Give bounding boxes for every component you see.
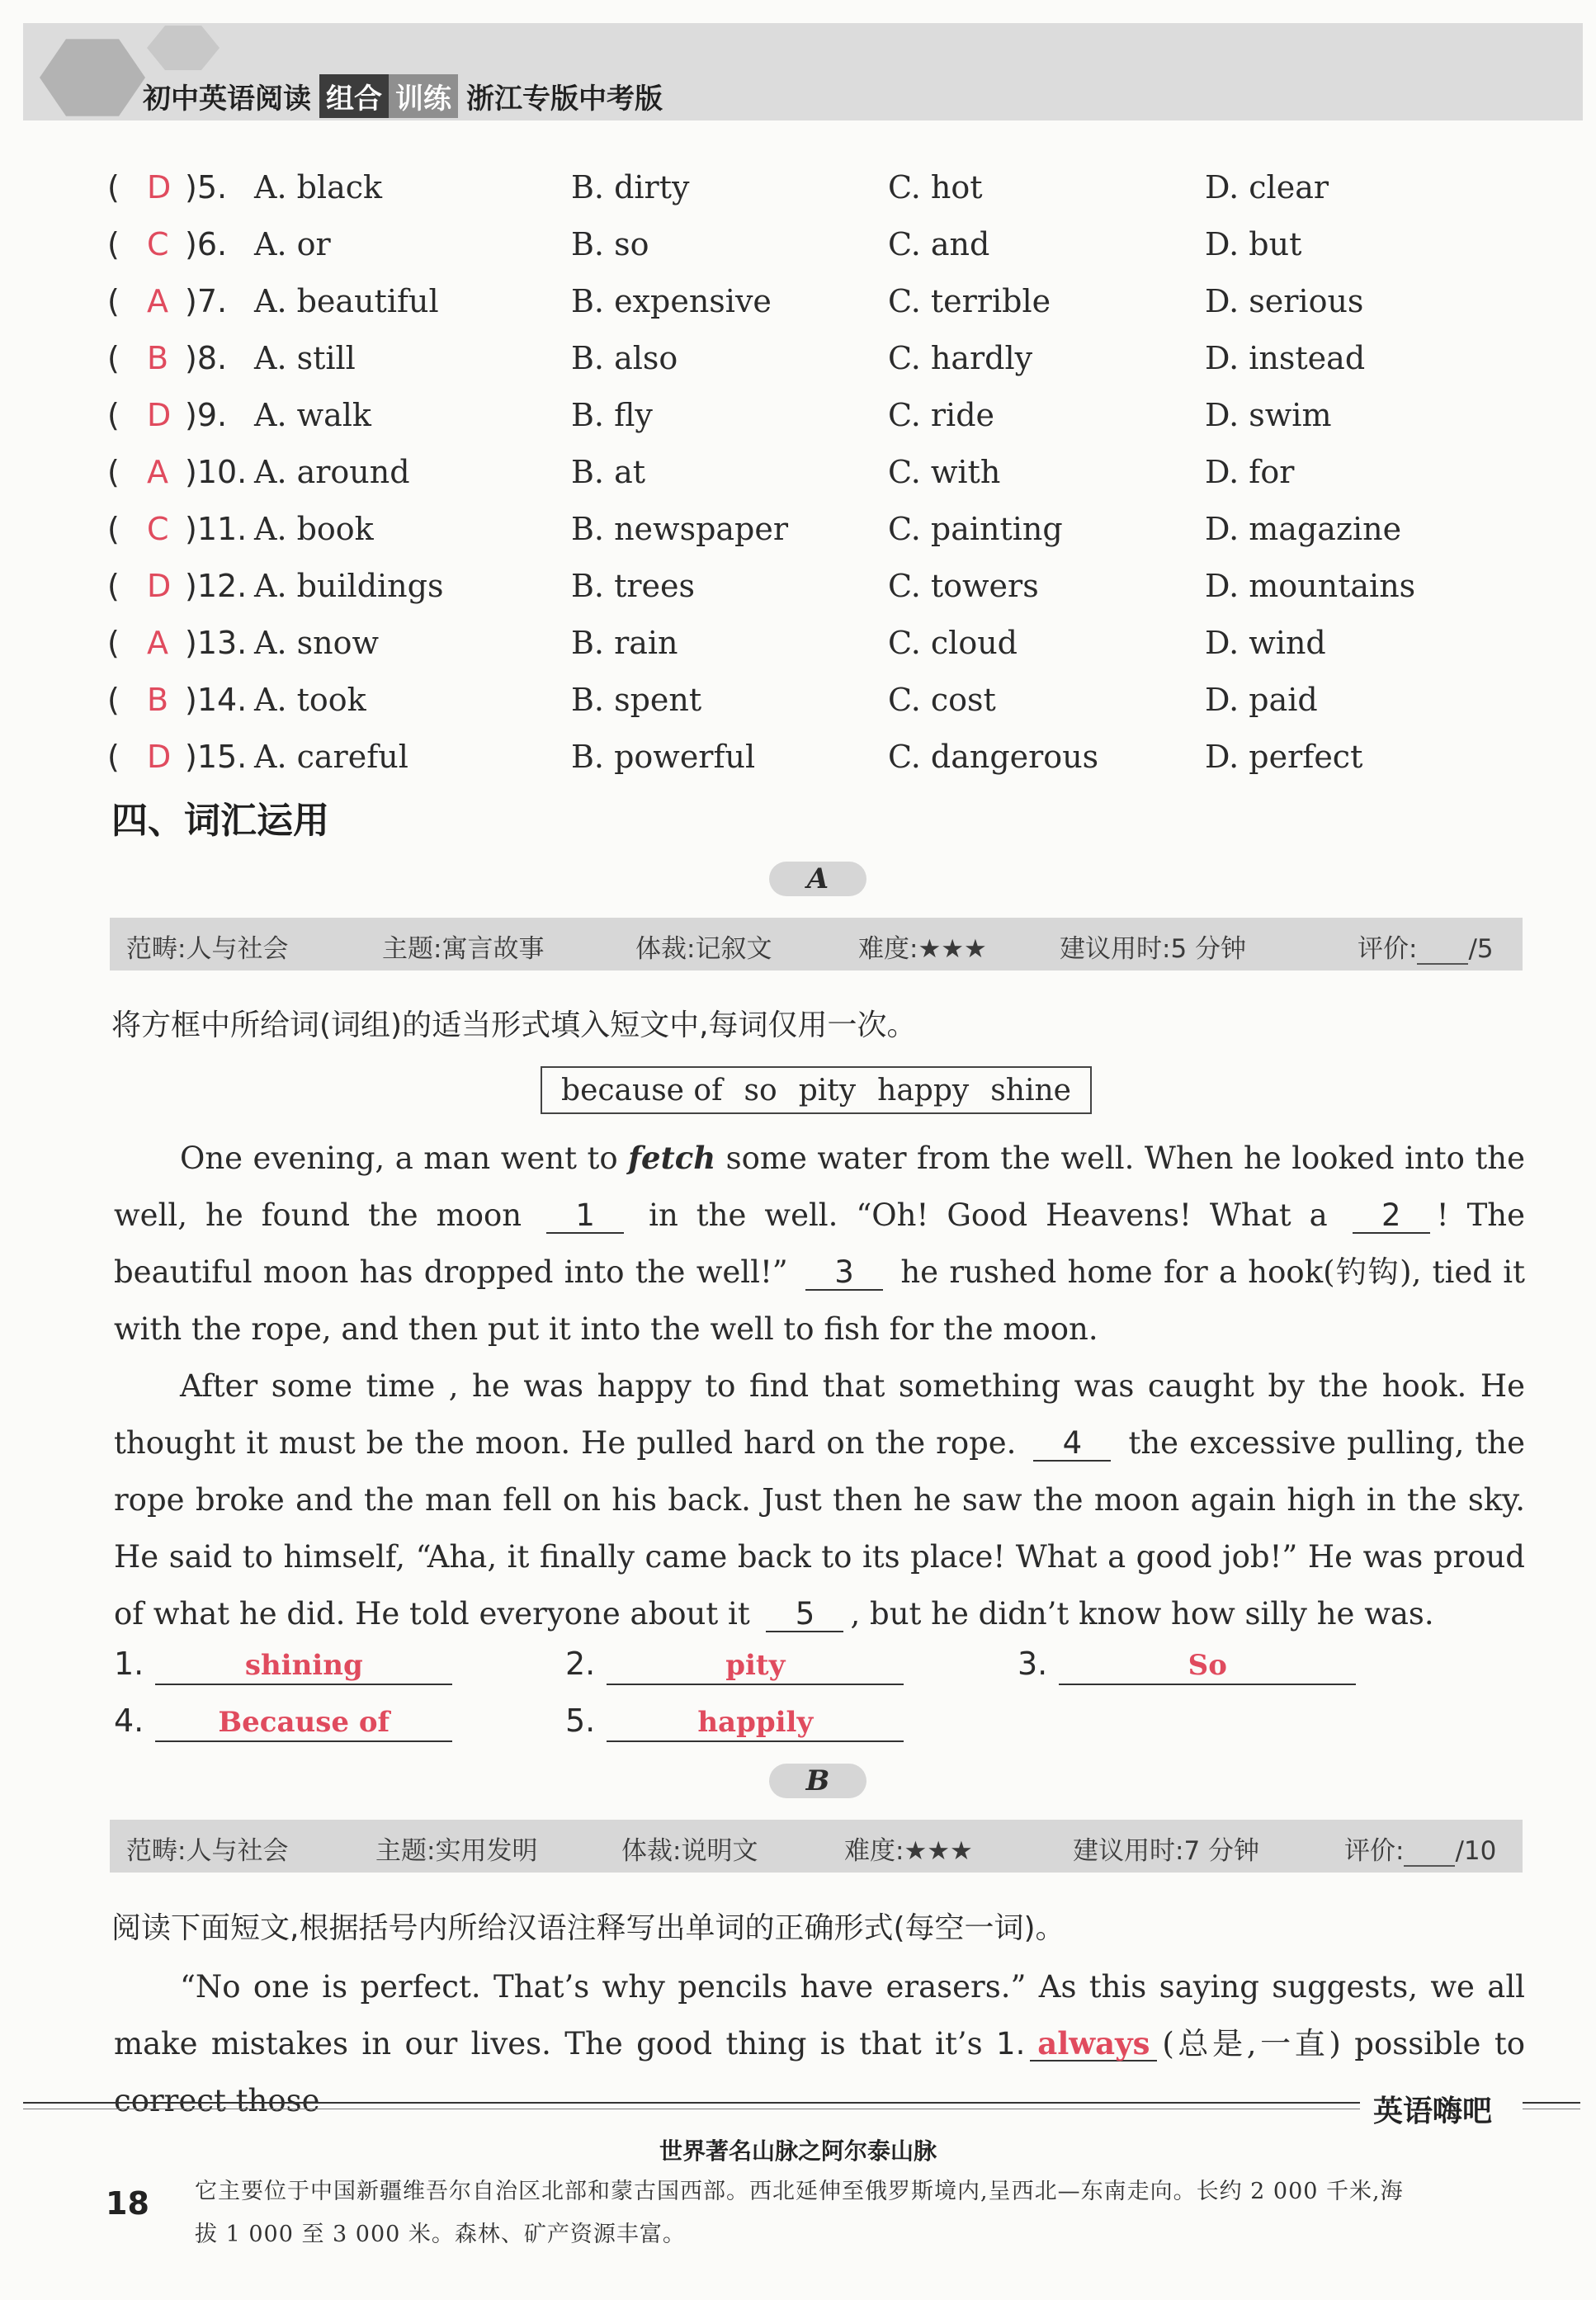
answer-line-4 — [114, 1703, 452, 1742]
score-label: 评价: — [1358, 934, 1418, 964]
question-number: )9. — [185, 397, 228, 433]
footer-divider — [23, 2102, 1360, 2104]
answer-number: 3. — [1018, 1646, 1048, 1682]
info-theme: 主题:实用发明 — [375, 1836, 538, 1866]
open-paren: ( — [107, 340, 120, 376]
footer-brand: 英语嗨吧 — [1373, 2095, 1493, 2128]
part-b-info-bar — [110, 1820, 1523, 1873]
option-d: D. clear — [1205, 169, 1329, 205]
info-difficulty: 难度:★★★ — [858, 934, 987, 964]
text-run: (总是,一直) possible to correct those — [114, 2026, 1525, 2118]
choice-row — [107, 283, 1510, 340]
option-b: B. also — [571, 340, 678, 376]
question-number: )15. — [185, 739, 248, 775]
answer-number: 1. — [114, 1646, 144, 1682]
open-paren: ( — [107, 568, 120, 604]
answer-number: 5. — [565, 1703, 596, 1739]
option-c: C. terrible — [888, 283, 1051, 319]
open-paren: ( — [107, 625, 120, 661]
choice-row — [107, 739, 1510, 796]
choice-row — [107, 511, 1510, 568]
option-a: A. or — [254, 226, 331, 262]
answer-number: 4. — [114, 1703, 144, 1739]
hexagon-decoration — [40, 35, 145, 120]
part-a-instruction: 将方框中所给词(词组)的适当形式填入短文中,每词仅用一次。 — [111, 1008, 917, 1042]
option-d: D. wind — [1205, 625, 1326, 661]
text-run: One evening, a man went to — [180, 1141, 629, 1176]
option-d: D. instead — [1205, 340, 1366, 376]
option-c: C. towers — [888, 568, 1039, 604]
answer-letter[interactable]: B — [147, 340, 169, 376]
blank-1-answer[interactable]: always — [1030, 2027, 1157, 2061]
word-option: so — [744, 1073, 777, 1107]
part-a-label: A — [769, 862, 866, 896]
option-d: D. swim — [1205, 397, 1332, 433]
word-option: pity — [798, 1073, 857, 1107]
option-c: C. ride — [888, 397, 995, 433]
option-a: A. around — [254, 454, 410, 490]
info-genre: 体裁:说明文 — [621, 1836, 758, 1866]
tag-combo: 组合 — [319, 74, 389, 118]
option-b: B. fly — [571, 397, 653, 433]
question-number: )12. — [185, 568, 248, 604]
option-a: A. book — [254, 511, 374, 547]
tag-training: 训练 — [389, 74, 458, 118]
option-d: D. but — [1205, 226, 1302, 262]
answer-number: 2. — [565, 1646, 596, 1682]
question-number: )8. — [185, 340, 228, 376]
answer-line-1 — [114, 1646, 452, 1685]
answer-letter[interactable]: A — [147, 454, 168, 490]
answer-letter[interactable]: D — [147, 568, 172, 604]
blank-number: 1. — [996, 2026, 1026, 2061]
page-number: 18 — [106, 2185, 149, 2222]
section-title: 四、词汇运用 — [111, 800, 329, 842]
option-a: A. beautiful — [254, 283, 439, 319]
option-b: B. dirty — [571, 169, 690, 205]
blank-3[interactable]: 3 — [805, 1256, 883, 1291]
answer-field[interactable]: shining — [155, 1647, 452, 1685]
part-b-instruction: 阅读下面短文,根据括号内所给汉语注释写出单词的正确形式(每空一词)。 — [111, 1911, 1065, 1945]
blank-4[interactable]: 4 — [1033, 1427, 1111, 1462]
footer-divider — [1523, 2102, 1580, 2104]
question-number: )14. — [185, 682, 248, 718]
answer-letter[interactable]: A — [147, 283, 168, 319]
open-paren: ( — [107, 682, 120, 718]
word-option: because of — [561, 1073, 723, 1107]
option-b: B. newspaper — [571, 511, 789, 547]
text-run: “No one is perfect. That’s why pencils have erasers.” As this saying suggests, we all make mistakes in our lives. The good thing is that it’s — [114, 1969, 1525, 2061]
text-run: some water from the well. When he looked into the well, he found the moon — [114, 1141, 1525, 1233]
option-c: C. hardly — [888, 340, 1033, 376]
answer-letter[interactable]: B — [147, 682, 169, 718]
text-run: the excessive pulling, the rope broke and the man fell on his back. Just then he saw the moon again high in the sky. He said to himself, “Aha, it finally came back to its place! What a good job!” He was proud of what he did. He told everyone about it — [114, 1425, 1525, 1632]
word-option: happy — [877, 1073, 970, 1107]
part-a-paragraph-1 — [114, 1130, 1525, 1358]
word-box — [541, 1066, 1092, 1114]
answer-field[interactable]: Because of — [155, 1704, 452, 1742]
info-theme: 主题:寓言故事 — [382, 934, 545, 964]
option-d: D. serious — [1205, 283, 1364, 319]
blank-1[interactable]: 1 — [546, 1199, 624, 1234]
footer-text: 它主要位于中国新疆维吾尔自治区北部和蒙古国西部。西北延伸至俄罗斯境内,呈西北—东南走向。长约 2 000 千米,海拔 1 000 至 3 000 米。森林、矿产资源丰富。 — [195, 2179, 1404, 2247]
footer-heading: 世界著名山脉之阿尔泰山脉 — [659, 2137, 937, 2165]
text-run: , but he didn’t know how silly he was. — [850, 1596, 1434, 1632]
option-c: C. dangerous — [888, 739, 1099, 775]
score-blank[interactable] — [1417, 938, 1468, 965]
answer-letter[interactable]: D — [147, 397, 172, 433]
part-a-info-bar — [110, 918, 1523, 971]
part-a-paragraph-2 — [114, 1358, 1525, 1642]
option-a: A. black — [254, 169, 383, 205]
option-c: C. painting — [888, 511, 1063, 547]
choice-row — [107, 340, 1510, 397]
info-time: 建议用时:5 分钟 — [1060, 934, 1247, 964]
option-a: A. buildings — [254, 568, 444, 604]
answer-letter[interactable]: A — [147, 625, 168, 661]
option-a: A. still — [254, 340, 356, 376]
choice-row — [107, 226, 1510, 283]
option-b: B. powerful — [571, 739, 756, 775]
open-paren: ( — [107, 283, 120, 319]
question-number: )11. — [185, 511, 248, 547]
emphasis-fetch: fetch — [628, 1140, 716, 1176]
text-run: he rushed home for a hook(钓钩), tied it with the rope, and then put it into the well to fish for the moon. — [114, 1254, 1525, 1347]
question-number: )6. — [185, 226, 228, 262]
option-d: D. magazine — [1205, 511, 1402, 547]
choice-row — [107, 454, 1510, 511]
option-a: A. walk — [254, 397, 371, 433]
text-run: in the well. “Oh! Good Heavens! What a — [630, 1197, 1346, 1233]
choice-row — [107, 397, 1510, 454]
open-paren: ( — [107, 226, 120, 262]
info-score — [1344, 1830, 1496, 1867]
open-paren: ( — [107, 739, 120, 775]
answer-letter[interactable]: C — [147, 226, 169, 262]
option-a: A. careful — [254, 739, 408, 775]
choice-list — [107, 169, 1510, 796]
choice-row — [107, 169, 1510, 226]
open-paren: ( — [107, 454, 120, 490]
option-d: D. perfect — [1205, 739, 1363, 775]
answer-line-3 — [1018, 1646, 1356, 1685]
word-option: shine — [990, 1073, 1071, 1107]
info-time: 建议用时:7 分钟 — [1073, 1836, 1260, 1866]
open-paren: ( — [107, 169, 120, 205]
option-c: C. with — [888, 454, 1001, 490]
choice-row — [107, 568, 1510, 625]
option-d: D. paid — [1205, 682, 1318, 718]
answer-line-5 — [565, 1703, 904, 1742]
text-run: After some time , he was happy to find that something was caught by the hook. He thought it must be the moon. He pulled hard on the rope. — [114, 1368, 1525, 1461]
info-genre: 体裁:记叙文 — [635, 934, 772, 964]
series-name: 初中英语阅读 — [143, 82, 311, 116]
open-paren: ( — [107, 511, 120, 547]
question-number: )7. — [185, 283, 228, 319]
hexagon-decoration — [147, 23, 220, 73]
open-paren: ( — [107, 397, 120, 433]
blank-2[interactable]: 2 — [1353, 1199, 1430, 1234]
info-category: 范畴:人与社会 — [126, 934, 289, 964]
option-c: C. cloud — [888, 625, 1018, 661]
answer-letter[interactable]: C — [147, 511, 169, 547]
option-b: B. so — [571, 226, 649, 262]
choice-row — [107, 625, 1510, 682]
option-b: B. rain — [571, 625, 678, 661]
answer-letter[interactable]: D — [147, 739, 172, 775]
answer-field[interactable]: pity — [607, 1647, 904, 1685]
book-title — [143, 73, 663, 119]
info-category: 范畴:人与社会 — [126, 1836, 289, 1866]
page-header — [23, 23, 1583, 120]
score-blank[interactable] — [1404, 1840, 1455, 1867]
question-number: )10. — [185, 454, 248, 490]
question-number: )13. — [185, 625, 248, 661]
answer-field[interactable]: So — [1059, 1647, 1356, 1685]
option-b: B. spent — [571, 682, 702, 718]
question-number: )5. — [185, 169, 228, 205]
option-b: B. expensive — [571, 283, 772, 319]
score-label: 评价: — [1344, 1836, 1405, 1866]
part-b-label: B — [769, 1764, 866, 1798]
score-total: /10 — [1455, 1836, 1497, 1866]
option-c: C. and — [888, 226, 990, 262]
answer-line-2 — [565, 1646, 904, 1685]
option-a: A. snow — [254, 625, 379, 661]
option-c: C. cost — [888, 682, 996, 718]
answer-field[interactable]: happily — [607, 1704, 904, 1742]
option-d: D. mountains — [1205, 568, 1416, 604]
option-c: C. hot — [888, 169, 983, 205]
option-b: B. at — [571, 454, 646, 490]
edition-name: 浙江专版中考版 — [466, 82, 663, 116]
option-b: B. trees — [571, 568, 695, 604]
option-d: D. for — [1205, 454, 1295, 490]
score-total: /5 — [1468, 934, 1494, 964]
answer-letter[interactable]: D — [147, 169, 172, 205]
option-a: A. took — [254, 682, 366, 718]
info-difficulty: 难度:★★★ — [844, 1836, 973, 1866]
info-score — [1358, 928, 1494, 965]
text-run: ! The beautiful moon has dropped into the well!” — [114, 1197, 1525, 1290]
blank-5[interactable]: 5 — [766, 1598, 843, 1632]
choice-row — [107, 682, 1510, 739]
